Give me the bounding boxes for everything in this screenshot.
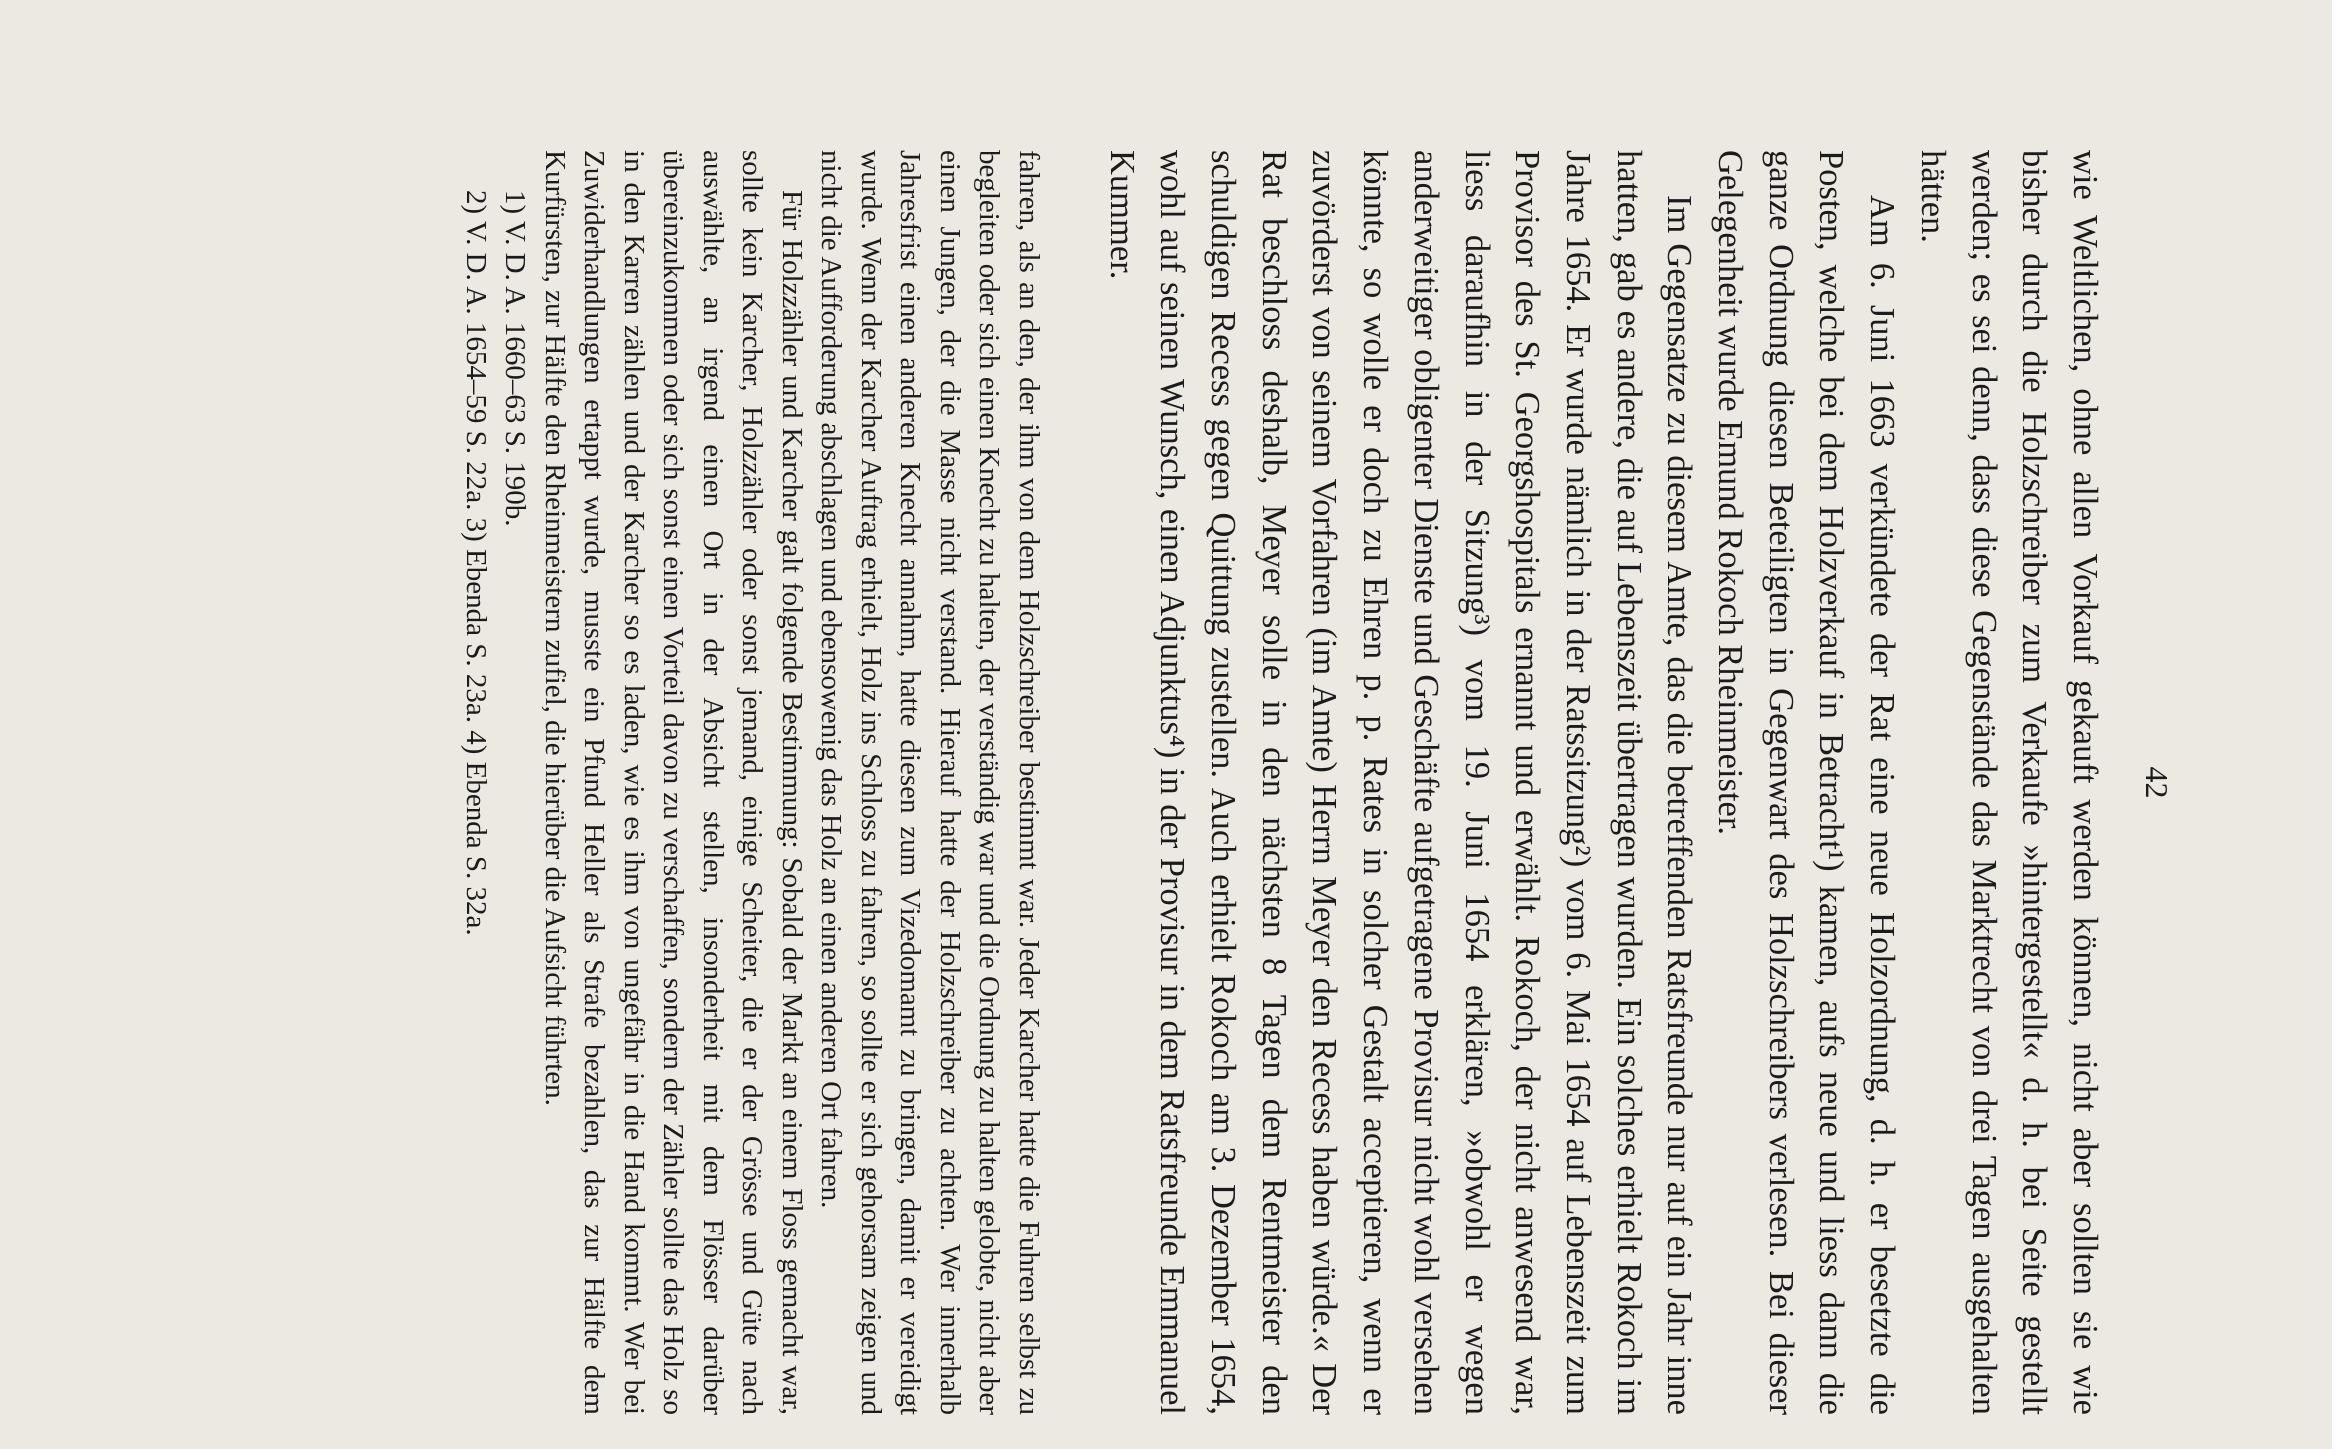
page-number: 42 [2139,766,2175,799]
rotated-text-block [455,150,2175,1415]
footnotes [455,150,534,1415]
page-edge [2332,0,2344,1449]
paragraph: Im Gegensatze zu diesem Amte, das die betreffenden Ratsfreunde nur auf ein Jahr inne hatten, gab es andere, die auf Lebenszeit übertragen wurden. Ein solches erhielt Rokoch im Jahre 1654. Er wurde nämlich in der Ratssitzung²) vom 6. Mai 1654 auf Lebenszeit zum Provisor des St. Georgshospitals ernannt und erwählt. Rokoch, der nicht anwesend war, liess daraufhin in der Sitzung³) vom 19. Juni 1654 erklären, »obwohl er wegen anderweitiger obligenter Dienste und Geschäfte aufgetragene Provisur nicht wohl versehen könnte, so wolle er doch zu Ehren p. p. Rates in solcher Gestalt acceptieren, wenn er zuvörderst von seinem Vorfahren (im Amte) Herrn Meyer den Recess haben würde.« Der Rat beschloss deshalb, Meyer solle in den nächsten 8 Tagen dem Rentmeister den schuldigen Recess gegen Quittung zustellen. Auch erhielt Rokoch am 3. Dezember 1654, wohl auf seinen Wunsch, einen Adjunktus⁴) in der Provisur in dem Ratsfreunde Emmanuel Kummer. [1102,150,1699,1415]
paragraph: Für Holzzähler und Karcher galt folgende Bestimmung: Sobald der Markt an einem Floss gemacht war, sollte kein Karcher, Holzzähler oder sonst jemand, einige Scheiter, die er der Grösse und Güte nach auswählte, an irgend einen Ort in der Absicht stellen, insonderheit mit dem Flösser darüber übereinzukommen oder sich sonst einen Vorteil davon zu verschaffen, sondern der Zähler sollte das Holz so in den Karren zählen und der Karcher so es laden, wie es ihm von ungefähr in die Hand kommt. Wer bei Zuwiderhandlungen ertappt wurde, musste ein Pfund Heller als Strafe bezahlen, das zur Hälfte dem Kurfürsten, zur Hälfte den Rheinmeistern zufiel, die hierüber die Aufsicht führten. [538,150,808,1415]
section-gap [1048,150,1096,1415]
page-number-row [2138,150,2175,1415]
paragraph: wie Weltlichen, ohne allen Vorkauf gekauft werden können, nicht aber sollten sie wie bisher durch die Holzschreiber zum Verkaufe »hintergestellt« d. h. bei Seite gestellt werden; es sei denn, dass diese Gegenstände das Marktrecht von drei Tagen ausgehalten hätten. [1913,150,2104,1415]
footnote: 2) V. D. A. 1654–59 S. 22a. 3) Ebenda S. 23a. 4) Ebenda S. 32a. [459,190,492,936]
main-text [1096,150,2110,1415]
paragraph: Am 6. Juni 1663 verkündete der Rat eine neue Holzordnung, d. h. er besetzte die Posten, welche bei dem Holzverkauf in Betracht¹) kamen, aufs neue und liess dann die ganze Ordnung diesen Beteiligten in Gegenwart des Holzschreibers verlesen. Bei dieser Gelegenheit wurde Emund Rokoch Rheinmeister. [1711,150,1902,1415]
footnote: 1) V. D. A. 1660–63 S. 190b. [499,190,532,527]
small-print-text [534,150,1048,1415]
paragraph: fahren, als an den, der ihm von dem Holzschreiber bestimmt war. Jeder Karcher hatte die Fuhren selbst zu begleiten oder sich einen Knecht zu halten, der verständig war und die Ordnung zu halten gelobte, nicht aber einen Jungen, der die Masse nicht verstand. Hierauf hatte der Holzschreiber zu achten. Wer innerhalb Jahresfrist einen anderen Knecht annahm, hatte diesen zum Vizedomamt zu bringen, damit er vereidigt wurde. Wenn der Karcher Auftrag erhielt, Holz ins Schloss zu fahren, so sollte er sich gehorsam zeigen und nicht die Aufforderung abschlagen und ebensowenig das Holz an einen anderen Ort fahren. [815,150,1045,1415]
